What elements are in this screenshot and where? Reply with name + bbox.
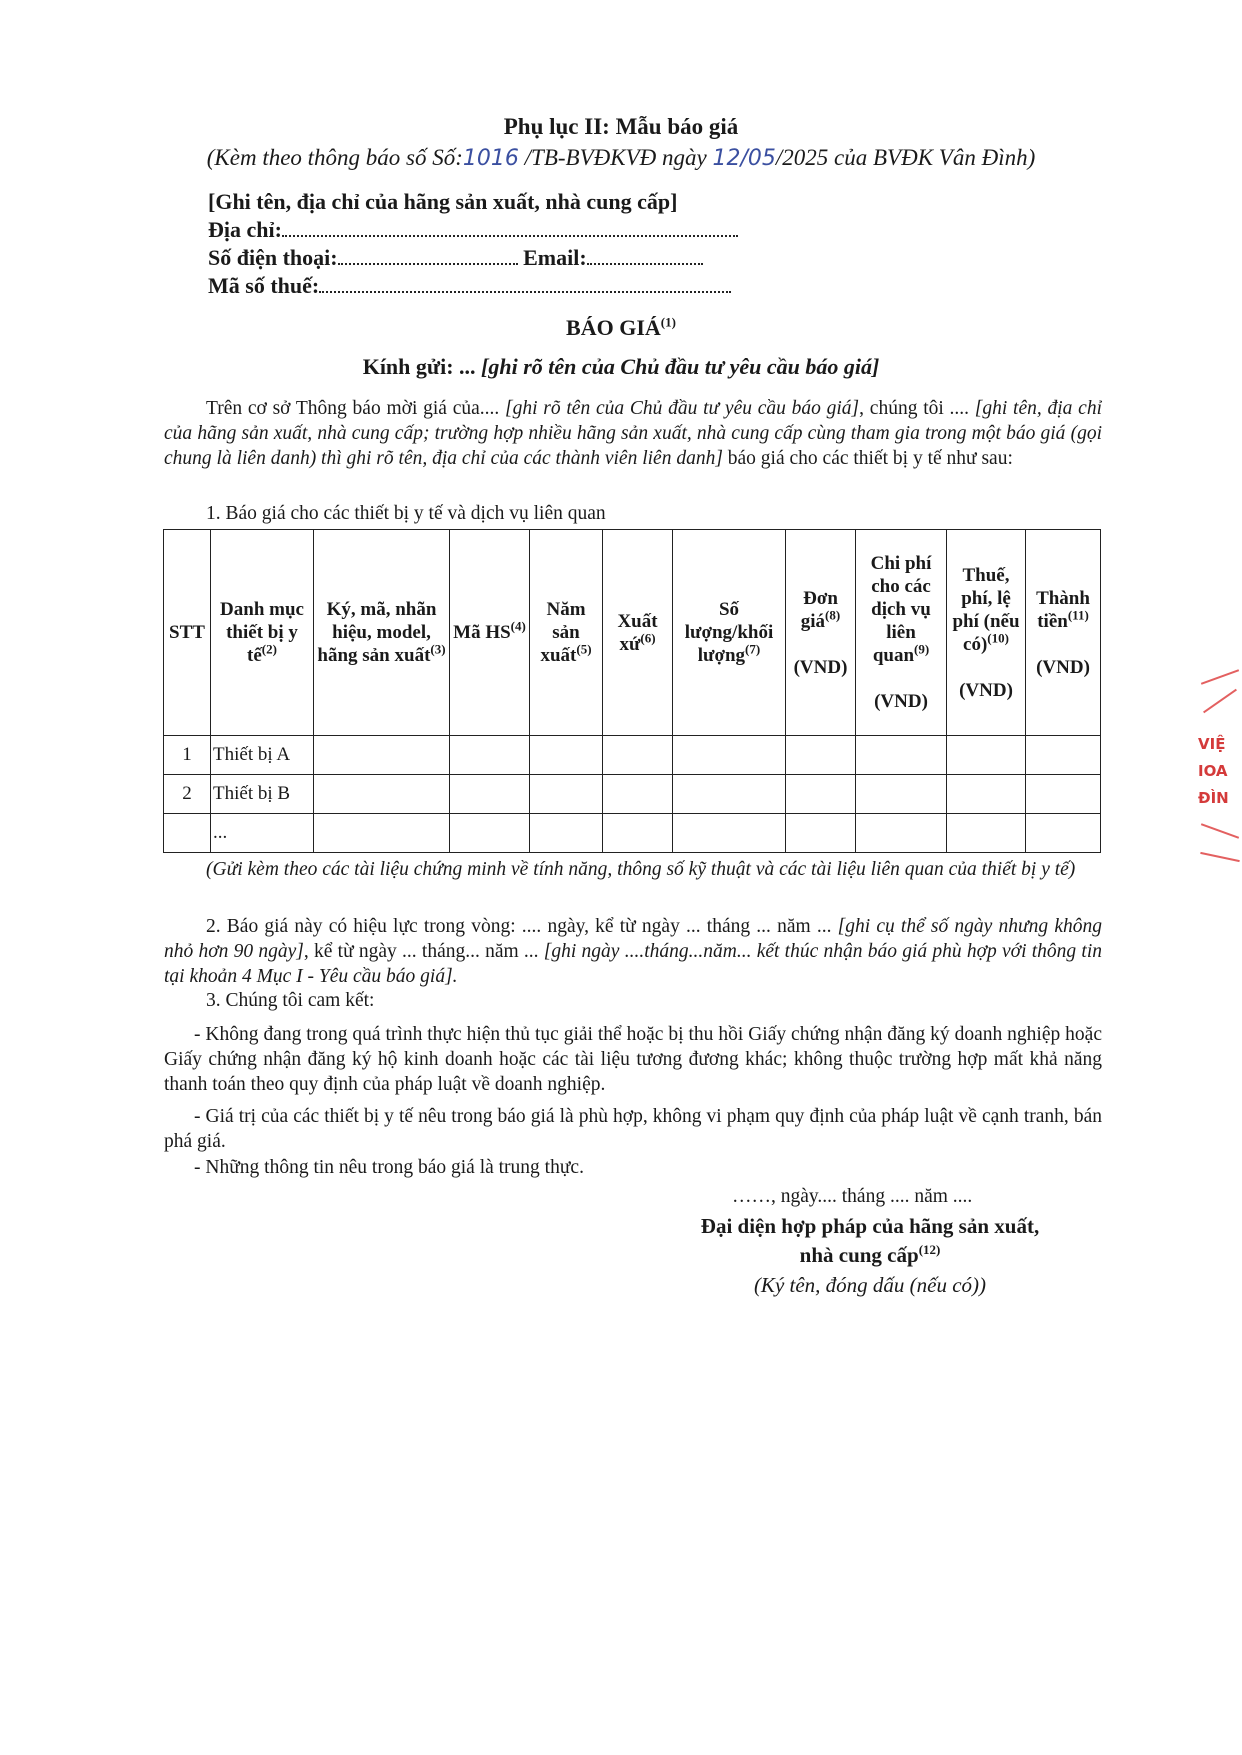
signature-note — [660, 1273, 1080, 1298]
addressee-line — [0, 354, 1242, 380]
stamp-arc-top — [1201, 669, 1239, 685]
header-origin-text: Xuất xứ — [617, 610, 658, 655]
email-dots — [587, 247, 703, 265]
intro-text-1: Trên cơ sở Thông báo mời giá của.... — [206, 398, 506, 419]
section-3-title: 3. Chúng tôi cam kết: — [206, 990, 375, 1011]
empty-cell — [856, 736, 947, 775]
row-2-item: Thiết bị B — [211, 775, 314, 814]
quote-title: BÁO GIÁ — [566, 315, 661, 340]
empty-cell — [530, 736, 603, 775]
phone-label: Số điện thoại: — [208, 245, 338, 270]
page-title — [0, 114, 1242, 140]
supplier-tax-line — [208, 273, 731, 299]
header-hs — [450, 530, 530, 736]
empty-cell — [603, 775, 673, 814]
quote-heading — [0, 315, 1242, 341]
header-model — [314, 530, 450, 736]
empty-cell — [786, 775, 856, 814]
empty-cell — [786, 814, 856, 853]
tax-label: Mã số thuế: — [208, 273, 320, 298]
header-tax-text: Thuế, phí, lệ phí (nếu có) — [952, 564, 1020, 655]
row-1-item: Thiết bị A — [211, 736, 314, 775]
header-item-sup: (2) — [261, 641, 277, 657]
row-2-stt: 2 — [164, 775, 211, 814]
empty-cell — [314, 814, 450, 853]
empty-cell — [786, 736, 856, 775]
section-2-text-1: 2. Báo giá này có hiệu lực trong vòng: .... ngày, kể từ ngày ... tháng ... năm ... — [206, 916, 838, 937]
quote-title-sup: (1) — [660, 314, 676, 330]
supplier-name-line — [208, 189, 677, 215]
header-service-cost-text: Chi phí cho các dịch vụ liên quan — [870, 553, 932, 666]
attachment-note-text: (Gửi kèm theo các tài liệu chứng minh về tính năng, thông số kỹ thuật và các tài liệu liên quan của thiết bị y tế) — [206, 859, 1076, 880]
commitment-2-text: - Giá trị của các thiết bị y tế nêu trong báo giá là phù hợp, không vi phạm quy định của pháp luật về cạnh tranh, bán phá giá. — [164, 1106, 1102, 1152]
stamp-arc-bottom-2 — [1200, 852, 1240, 862]
signature-title-2-text: nhà cung cấp — [799, 1243, 919, 1267]
empty-cell — [947, 814, 1026, 853]
phone-dots — [338, 247, 518, 265]
addressee-note: [ghi rõ tên của Chủ đầu tư yêu cầu báo giá] — [481, 354, 880, 379]
header-unit-price-sup: (8) — [825, 607, 841, 623]
header-service-cost-unit: (VND) — [874, 691, 928, 712]
empty-cell — [450, 775, 530, 814]
commitment-3-text: - Những thông tin nêu trong báo giá là trung thực. — [194, 1157, 584, 1178]
table-row — [164, 736, 1101, 775]
commitment-3 — [194, 1157, 584, 1179]
quote-table — [163, 529, 1101, 853]
empty-cell — [947, 736, 1026, 775]
row-3-item: ... — [211, 814, 314, 853]
tax-dots — [319, 275, 731, 293]
intro-text-4: [ghi tên, địa chỉ của hãng sản xuất, nhà cung cấp; trường hợp nhiều hãng sản xuất, nhà cung cấp cùng tham gia trong một báo giá (gọi chung là liên danh) thì ghi rõ tên, địa chỉ của các thành viên liên danh] — [164, 398, 1102, 469]
stamp-text-2: IOA — [1198, 762, 1228, 780]
header-total-unit: (VND) — [1036, 656, 1090, 678]
empty-cell — [947, 775, 1026, 814]
intro-paragraph — [164, 396, 1102, 471]
header-service-cost — [856, 530, 947, 736]
empty-cell — [314, 736, 450, 775]
header-tax-sup: (10) — [987, 630, 1009, 646]
supplier-name-placeholder: [Ghi tên, địa chỉ của hãng sản xuất, nhà cung cấp] — [208, 189, 678, 214]
commitment-1-text: - Không đang trong quá trình thực hiện thủ tục giải thể hoặc bị thu hồi Giấy chứng nhận đăng ký doanh nghiệp hoặc Giấy chứng nhận đăng ký hộ kinh doanh hoặc các tài liệu tương đương khác; không thuộc trường hợp mất khả năng thanh toán theo quy định của pháp luật về doanh nghiệp. — [164, 1024, 1102, 1095]
header-model-sup: (3) — [430, 641, 446, 657]
empty-cell — [314, 775, 450, 814]
section-3-heading — [206, 990, 374, 1012]
table-row — [164, 814, 1101, 853]
empty-cell — [673, 736, 786, 775]
header-total — [1026, 530, 1101, 736]
empty-cell — [603, 814, 673, 853]
stamp-text-1: VIỆ — [1198, 735, 1226, 753]
header-total-sup: (11) — [1067, 607, 1089, 623]
empty-cell — [673, 814, 786, 853]
empty-cell — [603, 736, 673, 775]
header-quantity — [673, 530, 786, 736]
handwritten-date: 12/05 — [712, 146, 776, 171]
header-service-cost-sup: (9) — [914, 641, 930, 657]
empty-cell — [1026, 814, 1101, 853]
signature-date-line — [732, 1186, 972, 1208]
intro-text-2: [ghi rõ tên của Chủ đầu tư yêu cầu báo giá] — [505, 398, 860, 419]
header-total-text: Thành tiền — [1036, 587, 1090, 632]
header-stt-text: STT — [169, 622, 205, 643]
header-unit-price-unit: (VND) — [793, 656, 848, 678]
header-hs-text: Mã HS — [453, 622, 511, 643]
header-quantity-text: Số lượng/khối lượng — [684, 599, 774, 666]
signature-title-1 — [660, 1214, 1080, 1239]
supplier-address-line — [208, 217, 738, 243]
address-dots — [282, 219, 738, 237]
header-year — [530, 530, 603, 736]
stamp-text-3: ĐÌN — [1198, 789, 1229, 807]
signature-title-1-text: Đại diện hợp pháp của hãng sản xuất, — [700, 1214, 1040, 1238]
subtitle — [0, 145, 1242, 171]
stamp-arc-bottom — [1201, 823, 1239, 839]
signature-note-text: (Ký tên, đóng dấu (nếu có)) — [753, 1273, 987, 1297]
header-item-text: Danh mục thiết bị y tế — [220, 599, 304, 666]
header-item — [211, 530, 314, 736]
intro-text-5: báo giá cho các thiết bị y tế như sau: — [722, 448, 1013, 469]
email-label: Email: — [523, 245, 587, 270]
subtitle-prefix: (Kèm theo thông báo số Số: — [206, 145, 463, 170]
subtitle-suffix: /2025 của BVĐK Vân Đình) — [775, 145, 1036, 170]
header-year-text: Năm sản xuất — [540, 599, 586, 666]
section-1-text: 1. Báo giá cho các thiết bị y tế và dịch vụ liên quan — [206, 503, 606, 524]
commitment-1 — [164, 1022, 1102, 1097]
row-1-stt: 1 — [164, 736, 211, 775]
empty-cell — [1026, 736, 1101, 775]
empty-cell — [856, 775, 947, 814]
header-unit-price-text: Đơn giá — [800, 587, 838, 632]
section-2-paragraph — [164, 914, 1102, 989]
row-3-stt — [164, 814, 211, 853]
handwritten-doc-number: 1016 — [462, 146, 519, 171]
section-2-text-4: [ghi ngày ....tháng...năm... kết thúc nhận báo giá phù hợp với thông tin tại khoản 4 Mục I - Yêu cầu báo giá]. — [164, 941, 1102, 987]
header-tax — [947, 530, 1026, 736]
header-origin — [603, 530, 673, 736]
header-stt — [164, 530, 211, 736]
signature-title-2 — [660, 1243, 1080, 1268]
table-header-row — [164, 530, 1101, 736]
header-tax-unit: (VND) — [959, 679, 1013, 701]
empty-cell — [1026, 775, 1101, 814]
header-year-sup: (5) — [576, 641, 592, 657]
table-row — [164, 775, 1101, 814]
stamp-arc-top-2 — [1203, 689, 1237, 714]
header-quantity-sup: (7) — [745, 641, 761, 657]
attachment-note — [164, 857, 1102, 882]
empty-cell — [856, 814, 947, 853]
empty-cell — [450, 736, 530, 775]
header-unit-price — [786, 530, 856, 736]
title-text: Phụ lục II: Mẫu báo giá — [503, 114, 739, 139]
supplier-phone-line — [208, 245, 703, 271]
signature-date-text: ……, ngày.... tháng .... năm .... — [732, 1186, 973, 1207]
empty-cell — [530, 814, 603, 853]
header-hs-sup: (4) — [510, 618, 526, 634]
header-model-text: Ký, mã, nhãn hiệu, model, hãng sản xuất — [317, 599, 437, 666]
intro-text-3: , chúng tôi .... — [859, 398, 975, 419]
section-2-text-3: , kể từ ngày ... tháng... năm ... — [303, 941, 544, 962]
signature-title-2-sup: (12) — [918, 1242, 941, 1257]
address-label: Địa chỉ: — [208, 217, 282, 242]
empty-cell — [450, 814, 530, 853]
header-origin-sup: (6) — [640, 630, 656, 646]
section-1-heading — [206, 503, 606, 525]
empty-cell — [530, 775, 603, 814]
commitment-2 — [164, 1104, 1102, 1154]
addressee-prefix: Kính gửi: ... — [362, 354, 482, 379]
section-2-text-2: [ghi cụ thể số ngày nhưng không nhỏ hơn 90 ngày] — [164, 916, 1102, 962]
subtitle-middle: /TB-BVĐKVĐ ngày — [518, 145, 713, 170]
empty-cell — [673, 775, 786, 814]
